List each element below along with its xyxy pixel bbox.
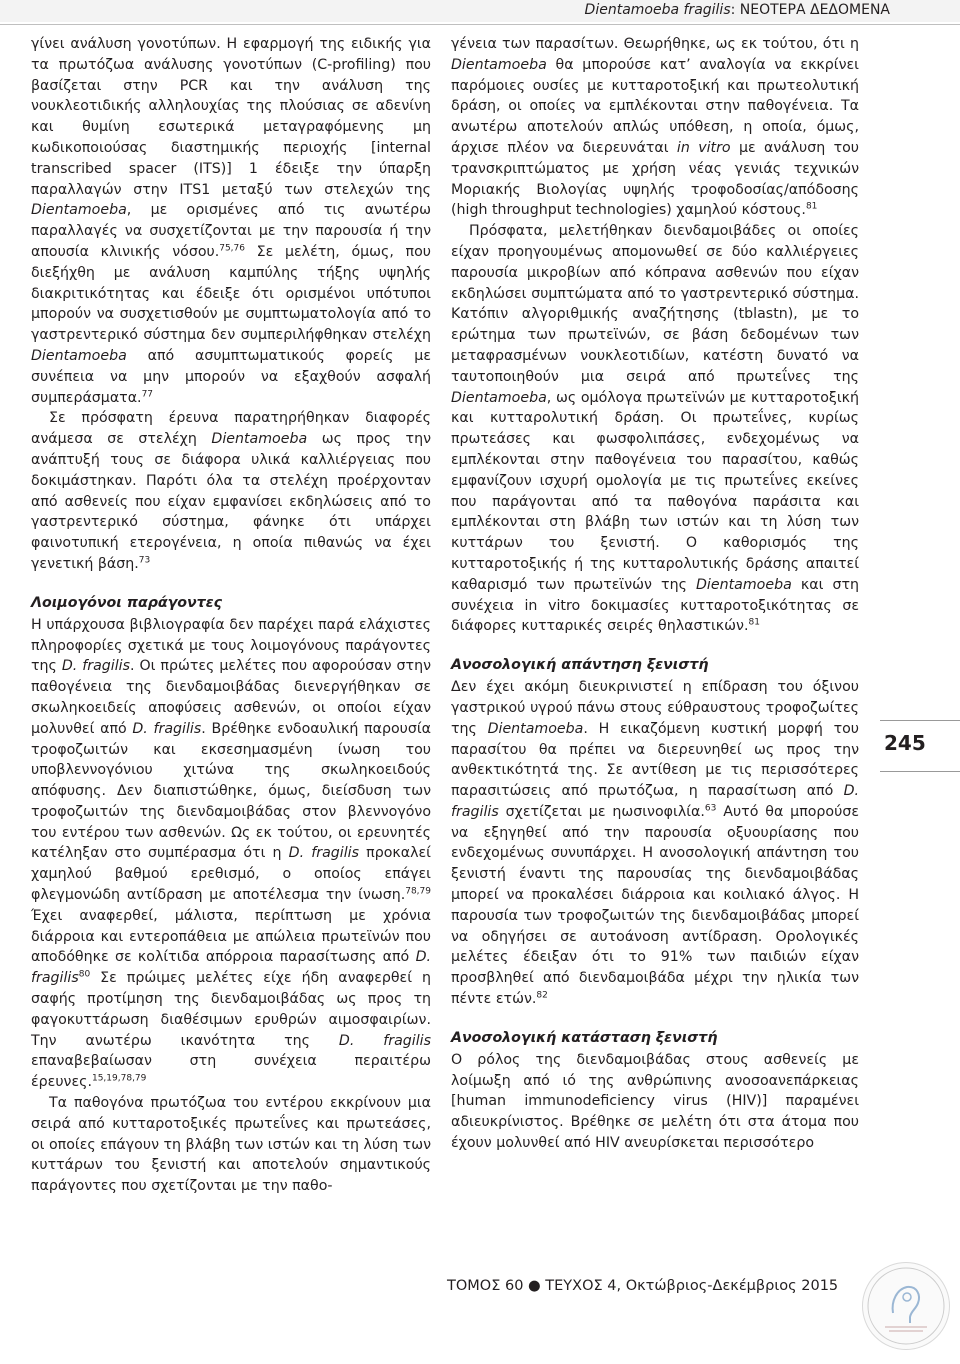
seal-icon — [863, 1263, 949, 1349]
paragraph: Πρόσφατα, μελετήθηκαν διενδαμοιβάδες οι οποίες είχαν προηγουμένως απομονωθεί σε δύο καλλιέργειες παρουσία μικροβίων από κόπρανα ασθενών που είχαν εκδηλώσει συμπτώματα από το γαστρεντερικό σύστημα. Κατόπιν αλγοριθμικής αναζήτησης (tblastn), με το ερώτημα των πρωτεϊνών, σε βάση δεδομένων των μεταφρασμένων νουκλεοτιδίων, κατέστη δυνατό να ταυτοποιηθούν μια σειρά από πρωτεΐνες της Dientamoeba, ως ομόλογα πρωτεϊνών με κυτταροτοξική και κυτταρολυτική δράση. Οι πρωτεΐνες, κυρίως πρωτεάσες και φωσφολιπάσες, ενδεχομένως να εμπλέκονται στην παθογένεια του παρασίτου, καθώς εμφανίζουν ισχυρή ομολογία με τις πρωτεΐνες εκείνες που παράγονται από τα παθογόνα παράσιτα και εμπλέκονται στη βλάβη των ιστών και τη λύση των κυττάρων του ξενιστή. Ο καθορισμός της κυτταροτοξικής ή της κυτταρολυτικής δράσης απαιτεί καθαρισμό των πρωτεϊνών της Dientamoeba και στη συνέχεια in vitro δοκιμασίες κυτταροτοξικότητας σε διάφορες κυτταρικές σειρές θηλαστικών.$^{81}$ — [451, 223, 860, 635]
left-column — [31, 34, 431, 1197]
journal-seal-logo — [862, 1262, 950, 1350]
paragraph: γίνει ανάλυση γονοτύπων. Η εφαρμογή της ειδικής για τα πρωτόζωα ανάλυσης γονοτύπων (C-profiling) που βασίζεται στην PCR και την ανάλυση της νουκλεοτιδικής αλληλουχίας της πλούσιας σε αδενίνη και θυμίνη εσωτερικά μεταγραφόμενης μη κωδικοποιούσας διαστημικής περιοχής [internal transcribed spacer (ITS)] 1 έδειξε την ύπαρξη παραλλαγών στην ITS1 μεταξύ των στελεχών της Dientamoeba, με ορισμένες από τις ανωτέρω παραλλαγές να συσχετίζονται με την παρουσία ή την απουσία κλινικής νόσου.$^{75,76}$ Σε μελέτη, όμως, που διεξήχθη με ανάλυση καμπύλης τήξης υψηλής διακριτικότητας και έδειξε ότι ορισμένοι υπότυποι μπορούν να συσχετισθούν με συμπτωματολογία από το γαστρεντερικό σύστημα δεν συμπεριλήφθηκαν στελέχη Dientamoeba από ασυμπτωματικούς φορείς με συνέπεια να μην μπορούν να εξαχθούν ασφαλή συμπεράσματα.$^{77}$ — [31, 36, 431, 406]
paragraph: Τα παθογόνα πρωτόζωα του εντέρου εκκρίνουν μια σειρά από κυτταροτοξικές πρωτεΐνες και πρωτεάσες, οι οποίες επάγουν τη βλάβη των ιστών και τη λύση των κυττάρων του ξενιστή και αποτελούν σημαντικούς παράγοντες που σχετίζονται με την παθο- — [31, 1095, 431, 1195]
paragraph: Ο ρόλος της διενδαμοιβάδας στους ασθενείς με λοίμωξη από ιό της ανθρώπινης ανοσοανεπάρκειας [human immunodeficiency virus (HIV)] παραμένει αδιευκρίνιστος. Βρέθηκε σε μελέτη ότι στα άτομα που έχουν μολυνθεί από HIV ανευρίσκεται περισσότερο — [451, 1051, 859, 1152]
header-title-italic: Dientamoeba fragilis — [584, 2, 731, 18]
header-divider — [0, 24, 960, 25]
paragraph: Σε πρόσφατη έρευνα παρατηρήθηκαν διαφορές ανάμεσα σε στελέχη Dientamoeba ως προς την ανάπτυξή τους σε διάφορα υλικά καλλιέργειας που δοκιμάστηκαν. Παρότι όλα τα στελέχη προέρχονταν από ασθενείς που είχαν εμφανίσει εκδηλώσεις από το γαστρεντερικό σύστημα, φάνηκε ότι υπάρχει φαινοτυπική ετερογένεια, η οποία πιθανώς να έχει γενετική βάση.$^{73}$ — [31, 410, 431, 572]
page-number: 245 — [884, 731, 926, 755]
paragraph: γένεια των παρασίτων. Θεωρήθηκε, ως εκ τούτου, ότι η Dientamoeba θα μπορούσε κατ’ αναλογία να εκκρίνει παρόμοιες ουσίες με κυτταροτοξική και πρωτεολυτική δράση, οι οποίες να εμπλέκονται στην παθογένεια. Τα ανωτέρω αποτελούν απλώς υπόθεση, η οποία, όμως, άρχισε πλέον να διερευνάται in vitro με ανάλυση του τρανσκριπτώματος με χρήση νέας γενιάς τεχνικών Μοριακής Βιολογίας υψηλής τροφοδοσίας/απόδοσης (high throughput technologies) χαμηλού κόστους.$^{81}$ — [451, 36, 859, 219]
paragraph: Η υπάρχουσα βιβλιογραφία δεν παρέχει παρά ελάχιστες πληροφορίες σχετικά με τους λοιμογόνους παράγοντες της D. fragilis. Οι πρώτες μελέτες που αφορούσαν στην παθογένεια της διενδαμοιβάδας διενεργήθηκαν σε σκωληκοειδείς αποφύσεις ασθενών, οι οποίοι είχαν μολυνθεί από D. fragilis. Βρέθηκε ενδοαυλική παρουσία τροφοζωιτών και εκσεσημασμένη ίνωση του υποβλεννογόνιου χιτώνα της σκωληκοειδούς απόφυσης. Δεν διαπιστώθηκε, όμως, διείσδυση των τροφοζωιτών της διενδαμοιβάδας στον βλεννογόνο του εντέρου των ασθενών. Ως εκ τούτου, οι ερευνητές κατέληξαν στο συμπέρασμα ότι η D. fragilis προκαλεί χαμηλού βαθμού ερεθισμό, ο οποίος επάγει φλεγμονώδη αντίδραση με αποτέλεσμα την ίνωση.$^{78,79}$ Έχει αναφερθεί, μάλιστα, περίπτωση με χρόνια διάρροια και εντεροπάθεια με απώλεια πρωτεϊνών που αποδόθηκε σε κολίτιδα απόρροια παρασίτωσης από D. fragilis$^{80}$ Σε πρώιμες μελέτες είχε ήδη αναφερθεί η σαφής προτίμηση της διενδαμοιβάδας ως προς τη φαγοκυττάρωση διαθέσιμων ερυθρών αιμοσφαιρίων. Την ανωτέρω ικανότητα της D. fragilis επαναβεβαίωσαν στη συνέχεια περαιτέρω έρευνες.$^{15,19,78,79}$ — [31, 616, 431, 1091]
footer-issue-info: ΤΟΜΟΣ 60 ● ΤΕΥΧΟΣ 4, Οκτώβριος-Δεκέμβριος 2015 — [447, 1278, 839, 1294]
section-heading-immune-response: Ανοσολογική απάντηση ξενιστή — [451, 657, 709, 674]
section-heading-immune-status: Ανοσολογική κατάσταση ξενιστή — [451, 1029, 718, 1046]
section-heading-virulence: Λοιμογόνοι παράγοντες — [31, 594, 223, 611]
paragraph: Δεν έχει ακόμη διευκρινιστεί η επίδραση του όξινου γαστρικού υγρού πάνω στους εύθραυστους τροφοζωίτες της Dientamoeba. Η εικαζόμενη κυστική μορφή του παρασίτου θα πρέπει να διερευνηθεί ως προς την ανθεκτικότητά της. Σε αντίθεση με τις περισσότερες παρασιτώσεις από πρωτόζωα, η παρασίτωση από D. fragilis σχετίζεται με ηωσινοφιλία.$^{63}$ Αυτό θα μπορούσε να εξηγηθεί από την παρουσία οξυουρίασης που ενδεχομένως συνυπάρχει. Η ανοσολογική απάντηση του ξενιστή έναντι της παρουσίας της διενδαμοιβάδας μπορεί να προκαλέσει διάρροια και κοιλιακό άλγος. Η παρουσία των τροφοζωιτών της διενδαμοιβάδας μπορεί να οδηγήσει σε αυτοάνοση αντίδραση. Ορολογικές μελέτες έδειξαν ότι το 91% των παιδιών είχαν προσβληθεί από διενδαμοιβάδα μέχρι την ηλικία των πέντε ετών.$^{82}$ — [451, 679, 859, 1008]
right-column — [451, 34, 859, 1154]
running-header — [585, 2, 890, 18]
header-title-rest: : ΝΕΟΤΕΡΑ ΔΕΔΟΜΕΝΑ — [730, 2, 890, 18]
